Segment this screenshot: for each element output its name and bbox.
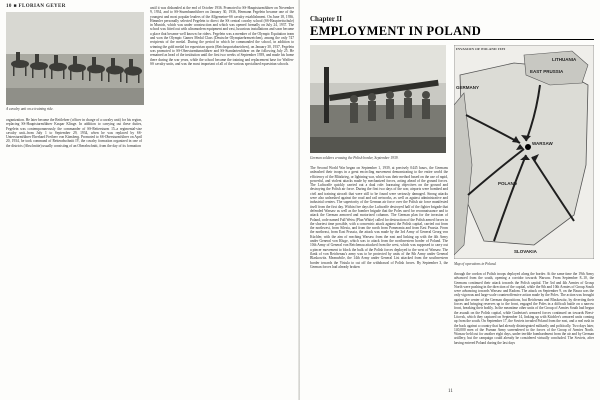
right-page bbox=[300, 0, 600, 400]
right-column-1-text: The Second World War began on September 1, 1939, at precisely 0445 hours, the Germans unleashed their troops in a great encircling movement demonstrating to the entire world the efficiency of the Blitzkrieg, or lightning war, which was their method based on the use of rapid, powerful, and violent attacks made by mechanized forces, acting ahead of the ground forces. The Luftwaffe quickly carried out a dual role: harassing objectives on the ground and destroying the Polish air force. During the first two days of the war, airports were bombed and civil and training aircraft that were still to be found were seriously damaged. Strong attacks were also unleashed against the road and rail networks, as well as against administrative and industrial centers. The superiority of the German air force over the Polish air force manifested itself from the first day. Within five days the Luftwaffe destroyed half of the fighter brigade that defended Warsaw as well as the bomber brigade that the Poles used for reconnaissance and to attack the German armored and motorized columns. The German plan for the invasion of Poland, code named Fall Weiss (Plan White) called for destruction of the Polish armed forces in the shortest time possible, with a concentric attack against the Polish capital, carried out from the northwest, from Silesia, and from the north from Pomerania and from East Prussia. From the northeast, from East Prussia, the attack was made by the 3rd Army of General Georg von Küchler, with the aim of reaching Warsaw from the east and linking up with the 4th Army under General von Kluge, which was to attack from the northwestern border of Poland. The 10th Army of General von Reichenau attacked from the west, which was supposed to carry out a pincer movement to block the bulk of the Polish forces deployed to the west of Warsaw. The flank of von Reichenau's army was to be protected by units of the 8th Army under General Blaskowitz. Meanwhile, the 14th Army under General List attacked from the southwestern border towards the Vistula to cut off the withdrawal of Polish forces. By September 3, the German forces had already broken bbox=[310, 166, 448, 269]
map-label-germany: GERMANY bbox=[456, 85, 480, 90]
chapter-title: EMPLOYMENT IN POLAND bbox=[310, 24, 482, 38]
operations-map bbox=[454, 45, 594, 259]
cavalry-photo-caption: A cavalry unit on a training ride. bbox=[6, 107, 54, 111]
border-crossing-photo-caption: German soldiers crossing the Polish border, September 1939. bbox=[310, 156, 399, 160]
map-label-slovakia: SLOVAKIA bbox=[514, 249, 537, 254]
map-label-east-prussia: EAST PRUSSIA bbox=[530, 69, 564, 74]
left-column-1-text: organization. He later became the Reitlehrer (officer in charge of a cavalry unit) for his region, replacing SS-Hauptsturmführer Kaspar Klinge. In addition to carrying out these duties, Fegelein was contemporaneously the commander of SS-Reitersturm 15–a regimental-size cavalry unit–from July 1 to September 29, 1934, when he was replaced by SS-Untersturmführer Eberhard Freiherr von Künsberg. Promoted to SS-Obersturmführer on April 20, 1934, he took command of Reiterabschnitt IV, the cavalry formation organized in one of the districts (Abschnitte) usually consisting of an Oberabschnitt, from the day of its formation bbox=[6, 118, 143, 148]
map-label-poland: POLAND bbox=[498, 181, 517, 186]
right-column-1 bbox=[310, 166, 448, 388]
chapter-label: Chapter II bbox=[310, 15, 342, 23]
map-label-lithuania: LITHUANIA bbox=[552, 57, 577, 62]
right-column-2 bbox=[454, 272, 594, 388]
map-label-warsaw: WARSAW bbox=[532, 141, 553, 146]
left-column-2-text: until it was disbanded at the end of October 1936. Promoted to SS-Hauptsturmführer on November 9, 1934, and to SS-Sturmbannführer on January 30, 1936, Hermann Fegelein became one of the youngest and most popular leaders of the Allgemeine-SS cavalry establishment. On June 18, 1936, Himmler personally selected Fegelein to direct the SS central cavalry school (SS-Hauptreitschule) in Munich, which was under construction and which was opened formally on July 24, 1937. The school was fitted out with ultramodern equipment and vast, luxurious installations and soon became a place that became well known for riders. Fegelein was a member of the Olympic Equitation team and won the Olympic Games Medal Class (Deutsche Olympiaehrenzeichen), among the only 747 recipients of the medal. During the period in which he commanded the school, in addition to winning the gold medal for equestrian sports (Reichssportabzeichen), on January 30, 1937, Fegelein was promoted to SS-Obersturmbannführer and SS-Standartenführer on the following July 25. He remained as head of the institution until the first two weeks of September 1939, and made his home there during the war years, while the school became the training and replacement base for Waffen-SS cavalry units, and was the most important of all of the various specialized equestrian schools. bbox=[150, 6, 295, 66]
map-title: INVASION OF POLAND 1939 bbox=[456, 47, 506, 51]
left-column-1 bbox=[6, 118, 142, 390]
border-crossing-photo bbox=[310, 45, 446, 153]
operations-map-caption: Map of operations in Poland. bbox=[454, 262, 497, 266]
page-number: 11 bbox=[448, 389, 453, 394]
cavalry-photo-image bbox=[6, 12, 144, 105]
title-rule bbox=[310, 39, 594, 40]
border-crossing-photo-image bbox=[310, 45, 446, 153]
right-column-2-text: through the cordon of Polish troops deployed along the border. At the same time the 19th Army advanced from the south, opening a corridor towards Warsaw. From September 8–10, the Germans continued their attack towards the Polish capital. The 3rd and 4th Armies of Group North were pushing in the direction of the capital, while the 8th and 10th Armies of Group South were advancing towards Warsaw and Radom. The attack on September 9, on the Bzura was the only vigorous and large-scale counteroffensive action made by the Poles. The action was brought against the center of the German dispositions, but Reichenau and Blaskowitz, by diverting their forces and bringing reserves up to the front, engaged the Poles in a difficult battle on a narrow front, breaking their bodily. In the meantime other units of the Group of Armies South had begun the assault on the Polish capital, while Guderian's armored forces continued on towards Brest-Litovsk, which they captured on September 14, linking up with Küchler's armored units coming up from the south. On September 17, the Soviets invaded Poland from the east, and a real rush in the back against a country that had already disintegrated militarily and politically. Two days later, 140,000 men of the Poznan Army surrendered to the forces of the Group of Armies North. Warsaw held out for another eight days, under terrible bombardment from the air and by German artillery, but the campaign could already be considered virtually concluded. The Soviets, after having entered Poland during the last days bbox=[454, 272, 595, 345]
running-head: 10 ■ FLORIAN GEYER bbox=[6, 4, 66, 9]
left-column-2 bbox=[150, 6, 294, 394]
cavalry-photo bbox=[6, 12, 144, 105]
operations-map-image bbox=[454, 45, 594, 259]
